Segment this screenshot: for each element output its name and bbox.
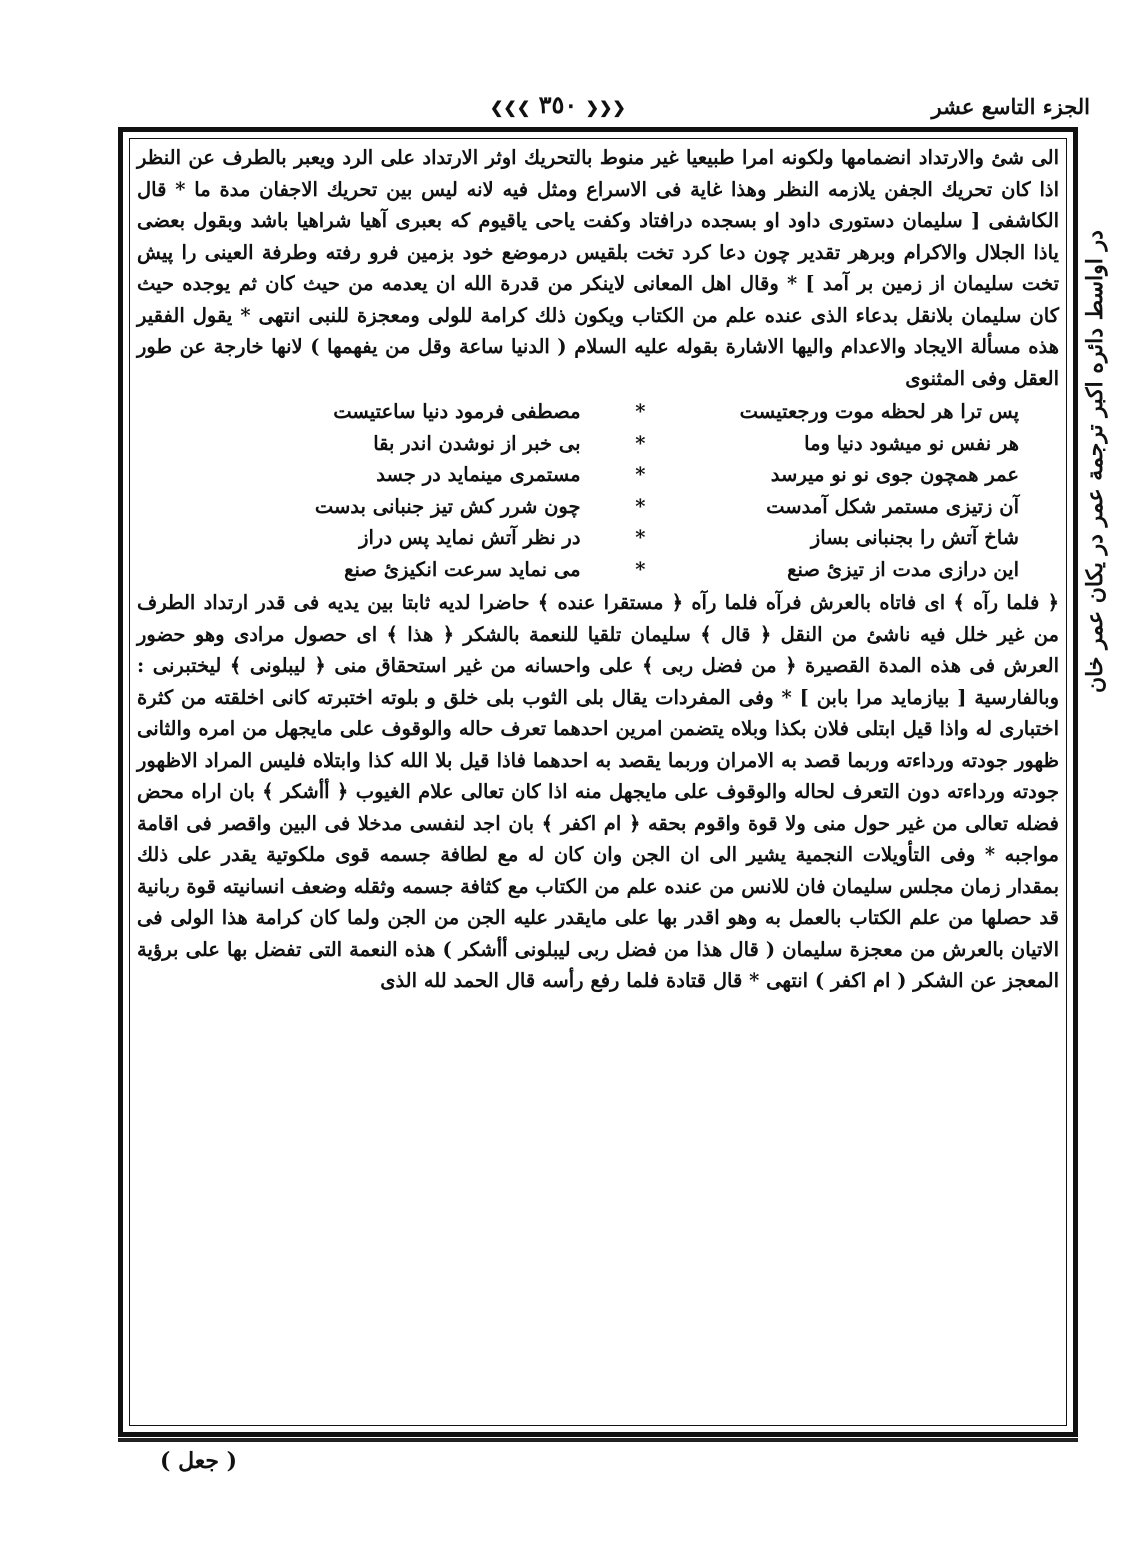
verse-separator: *: [635, 431, 646, 455]
page-header: [120, 88, 1090, 124]
verse-hemistich: چون شرر كش تيز جنبانى بدست: [314, 494, 581, 518]
paragraph: الى شئ والارتداد انضمامها ولكونه امرا طبيعيا غير منوط بالتحريك اوثر الارتداد على الرد ويعبر بالطرف عن النظر اذا كان تحريك الجفن يلازمه النظر وهذا غاية فى الاسراع ومثل فيه لانه ليس بين تحريك الاجفان مدة ما * قال الكاشفى [ سليمان دستورى داود او بسجده درافتاد وكفت ياحى ياقيوم كه بعبرى آهيا شراهيا باشد وبقول بعضى ياذا الجلال والاكرام وبرهر تقدير چون دعا كرد تخت بلقيس درموضع خود بزمين فرو رفته وطرفة العينى را پيش تخت سليمان از زمين بر آمد ] * وقال اهل المعانى لاينكر من قدرة الله ان يعدمه من حيث كان ثم يوجده حيث كان سليمان بلانقل بدعاء الذى عنده علم من الكتاب ويكون ذلك كرامة للولى ومعجزة للنبى انتهى * يقول الفقير هذه مسألة الايجاد والاعدام واليها الاشارة بقوله عليه السلام ( الدنيا ساعة وقل من يفهمها ) لانها خارجة عن طور العقل وفى المثنوى: [137, 146, 1059, 390]
verse-hemistich: مى نمايد سرعت انكيزئ صنع: [344, 557, 581, 581]
bottom-rule: [118, 1438, 1078, 1442]
text-frame: [118, 127, 1078, 1437]
verse-separator: *: [635, 557, 646, 581]
verse-hemistich: هر نفس نو ميشود دنيا وما: [804, 431, 1019, 455]
verse-separator: *: [635, 526, 646, 549]
page-number: [490, 90, 626, 119]
verse-hemistich: آن زتيزى مستمر شكل آمدست: [766, 494, 1019, 518]
verse-hemistich: بى خبر از نوشدن اندر بقا: [373, 431, 581, 455]
part-title: الجزء التاسع عشر: [931, 93, 1090, 119]
verse-block: [207, 396, 1019, 585]
verse-hemistich: اين درازى مدت از تيزئ صنع: [787, 557, 1019, 581]
verse-hemistich: پس ترا هر لحظه موت ورجعتيست: [739, 400, 1019, 423]
verse-separator: *: [635, 494, 646, 518]
verse-line: [207, 554, 1019, 586]
verse-hemistich: عمر همچون جوى نو نو ميرسد: [770, 463, 1019, 486]
verse-separator: *: [635, 400, 646, 423]
verse-hemistich: شاخ آتش را بجنبانى بساز: [810, 526, 1019, 549]
verse-line: [207, 522, 1019, 554]
catchword: ( جعل ): [160, 1448, 238, 1474]
verse-line: [207, 396, 1019, 428]
verse-line: [207, 491, 1019, 523]
ornament-icon: ❮❮❮: [585, 98, 626, 117]
page-number-value: ٣٥٠: [538, 90, 578, 119]
paragraph: ﴿ فلما رآه ﴾ اى فاتاه بالعرش فرآه فلما رآه ﴿ مستقرا عنده ﴾ حاضرا لديه ثابتا بين يديه فى قدر ارتداد الطرف من غير خلل فيه ناشئ من النقل ﴿ قال ﴾ سليمان تلقيا للنعمة بالشكر ﴿ هذا ﴾ اى حصول مرادى وهو حضور العرش فى هذه المدة القصيرة ﴿ من فضل ربى ﴾ على واحسانه من غير استحقاق منى ﴿ ليبلونى ﴾ ليختبرنى : وبالفارسية [ بيازمايد مرا بابن ] * وفى المفردات يقال بلى الثوب بلى خلق و بلوته اختبرته كانى اخلقته من كثرة اختبارى له واذا قيل ابتلى فلان بكذا وبلاه يتضمن امرين احدهما تعرف حاله والوقوف على مايجهل من امره والثانى ظهور جودته ورداءته وربما قصد به الامران وربما يقصد به احدهما فاذا قيل بلا الله كذا وابتلاه فليس المراد الاظهور جودته ورداءته دون التعرف لحاله والوقوف على مايجهل منه اذا كان تعالى علام الغيوب ﴿ أأشكر ﴾ بان اراه محض فضله تعالى من غير حول منى ولا قوة واقوم بحقه ﴿ ام اكفر ﴾ بان اجد لنفسى مدخلا فى البين واقصر فى اقامة مواجبه * وفى التأويلات النجمية يشير الى ان الجن وان كان له مع لطافة جسمه قوى ملكوتية يقدر على ذلك بمقدار زمان مجلس سليمان فان للانس من عنده علم من الكتاب مع كثافة جسمه وثقله وضعف انسانيته قوة ربانية قد حصلها من علم الكتاب بالعمل به وهو اقدر بها على مايقدر عليه الجن من الجن ولما كان كرامة هذا الولى فى الاتيان بالعرش من معجزة سليمان ( قال هذا من فضل ربى ليبلونى أأشكر ) هذه النعمة التى تفضل بها على برؤية المعجز عن الشكر ( ام اكفر ) انتهى * قال قتادة فلما رفع رأسه قال الحمد لله الذى: [137, 591, 1059, 992]
verse-line: [207, 459, 1019, 491]
verse-hemistich: مستمرى مينمايد در جسد: [376, 463, 581, 486]
main-text: [137, 142, 1059, 997]
verse-separator: *: [635, 463, 646, 486]
ornament-icon: ❯❯❯: [490, 98, 531, 117]
verse-hemistich: مصطفى فرمود دنيا ساعتيست: [333, 400, 581, 423]
verse-hemistich: در نظر آتش نمايد پس دراز: [359, 526, 581, 549]
margin-note: در اواسط دائره اكبر ترجمة عمر در يكان عمر خان: [1082, 230, 1108, 693]
verse-line: [207, 428, 1019, 460]
